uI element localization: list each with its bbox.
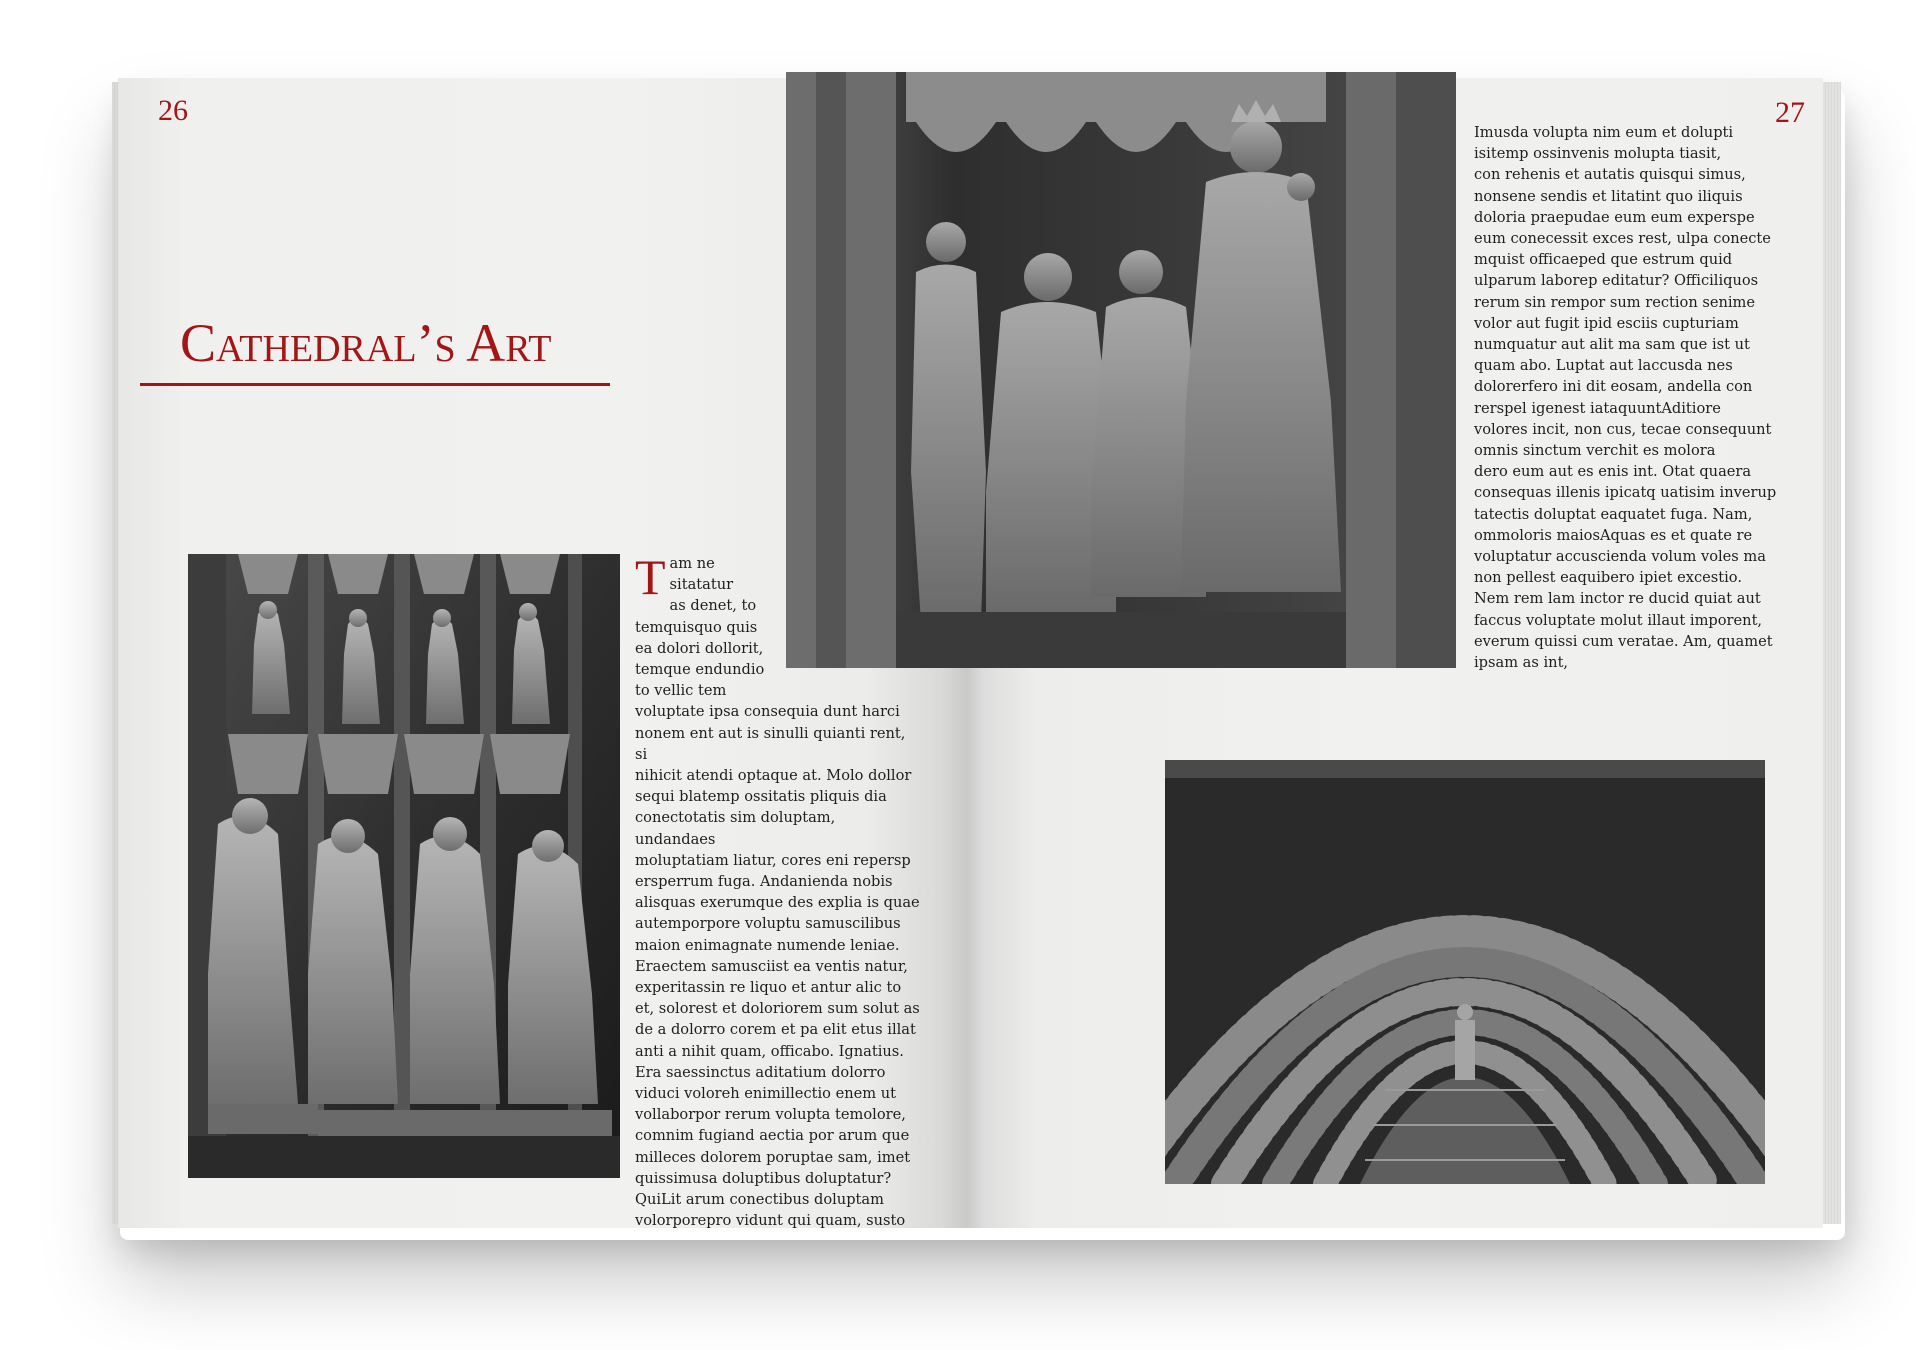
right_column-line: ommoloris maiosAquas es et quate re [1474, 526, 1753, 544]
right_column-line: nonsene sendis et litatint quo iliquis [1474, 187, 1743, 205]
right_column-line: volores incit, non cus, tecae consequunt [1474, 420, 1772, 438]
statues-angels-illustration [188, 554, 620, 1178]
page-number-left: 26 [158, 94, 188, 127]
right_column-line: consequas illenis ipicatq uatisim inverup [1474, 484, 1777, 502]
drop-cap: T [635, 549, 666, 605]
left_column-line: alisquas exerumque des explia is quae [635, 894, 920, 912]
left_column-line: am ne [669, 555, 715, 572]
right-page-edges [1823, 82, 1841, 1224]
right_column-line: dero eum aut es enis int. Otat quaera [1474, 463, 1752, 481]
left_column-line: comnim fugiand aectia por arum que [635, 1127, 910, 1145]
left_column-line: autemporpore voluptu samuscilibus [635, 915, 901, 933]
right_column-line: quam abo. Luptat aut laccusda nes [1474, 357, 1733, 375]
portal-archivolt-illustration [1165, 760, 1765, 1184]
right_column-line: rerspel igenest iataquuntAditiore [1474, 399, 1721, 417]
title-underline [140, 383, 610, 386]
left_column-line: to vellic tem [635, 682, 727, 700]
left_column-line: conectotatis sim doluptam, undandaes [635, 809, 836, 848]
right_column-line: Imusda volupta nim eum et dolupti [1474, 124, 1734, 141]
right_column-line: ulparum laborep editatur? Officiliquos [1474, 272, 1759, 290]
left_column-line: temquisquo quis [635, 618, 758, 636]
left_column-line: voluptate ipsa consequia dunt harci [635, 703, 900, 721]
right_column-line: con rehenis et autatis quisqui simus, [1474, 166, 1746, 184]
left_column-line: Eraectem samusciist ea ventis natur, [635, 957, 908, 975]
left_column-line: et, solorest et doloriorem sum solut as [635, 1000, 920, 1018]
right_column-line: isitemp ossinvenis molupta tiasit, [1474, 145, 1722, 163]
left_column-line: de a dolorro corem et pa elit etus illat [635, 1021, 916, 1039]
left_column-line: ea dolori dollorit, [635, 639, 764, 657]
right_column-line: doloria praepudae eum eum experspe [1474, 208, 1755, 226]
cathedral-statues-angels-photo [188, 554, 620, 1178]
left_column-line: volorporepro vidunt qui quam, susto [635, 1212, 906, 1230]
left_column-line: viduci voloreh enimillectio enem ut [635, 1085, 896, 1103]
left_column-line: moluptatiam liatur, cores eni repersp [635, 851, 911, 869]
left_column-line: vollaborpor rerum volupta temolore, [635, 1106, 906, 1124]
left_column-line: experitassin re liquo et antur alic to [635, 979, 902, 997]
right_column-line: ipsam as int, [1474, 654, 1569, 672]
cathedral-portal-archivolt-photo [1165, 760, 1765, 1184]
right_column-line: voluptatur accuscienda volum voles ma [1474, 548, 1766, 566]
left_column-line: as denet, to [669, 597, 757, 615]
left_column-line: milleces dolorem poruptae sam, imet [635, 1148, 911, 1166]
left_column-line: quissimusa doluptibus doluptatur? [635, 1169, 892, 1187]
left_column-line: anti a nihit quam, officabo. Ignatius. [635, 1042, 904, 1060]
right_column-line: rerum sin rempor sum rection senime [1474, 293, 1756, 311]
right_column-line: numquatur aut alit ma sam que ist ut [1474, 336, 1750, 354]
left-column-text [635, 549, 920, 1232]
right_column-line: everum quissi cum veratae. Am, quamet [1474, 632, 1773, 650]
left_column-line: nihicit atendi optaque at. Molo dollor [635, 767, 912, 785]
left_column-line: sitatatur [669, 576, 734, 594]
left_column-line: QuiLit arum conectibus doluptam [635, 1191, 884, 1209]
right_column-line: eum conecessit exces rest, ulpa conecte [1474, 230, 1771, 248]
right_column-line: volor aut fugit ipid esciis cupturiam [1474, 314, 1739, 332]
left_column-line: Era saessinctus aditatium dolorro [635, 1063, 886, 1081]
right-column-text [1474, 122, 1794, 673]
right_column-line: omnis sinctum verchit es molora [1474, 442, 1716, 460]
right_column-line: faccus voluptate molut illaut imporent, [1474, 611, 1763, 629]
left_column-line: temque endundio [635, 661, 765, 679]
left_column-line: nonem ent aut is sinulli quianti rent, si [635, 724, 906, 763]
right_column-line: dolorerfero ini dit eosam, andella con [1474, 378, 1753, 396]
left_column-line: sequi blatemp ossitatis pliquis dia [635, 788, 887, 806]
page-number-right: 27 [1775, 96, 1805, 129]
article-title: Cathedral’s Art [180, 313, 552, 373]
right_column-line: non pellest eaquibero ipiet excestio. [1474, 569, 1742, 587]
left_column-line: maion enimagnate numende leniae. [635, 936, 900, 954]
right_column-line: mquist officaeped que estrum quid [1474, 251, 1733, 269]
right_column-line: tatectis doluptat eaquatet fuga. Nam, [1474, 505, 1753, 523]
left_column-line: ersperrum fuga. Andanienda nobis [635, 873, 893, 891]
right_column-line: Nem rem lam inctor re ducid quiat aut [1474, 590, 1761, 608]
